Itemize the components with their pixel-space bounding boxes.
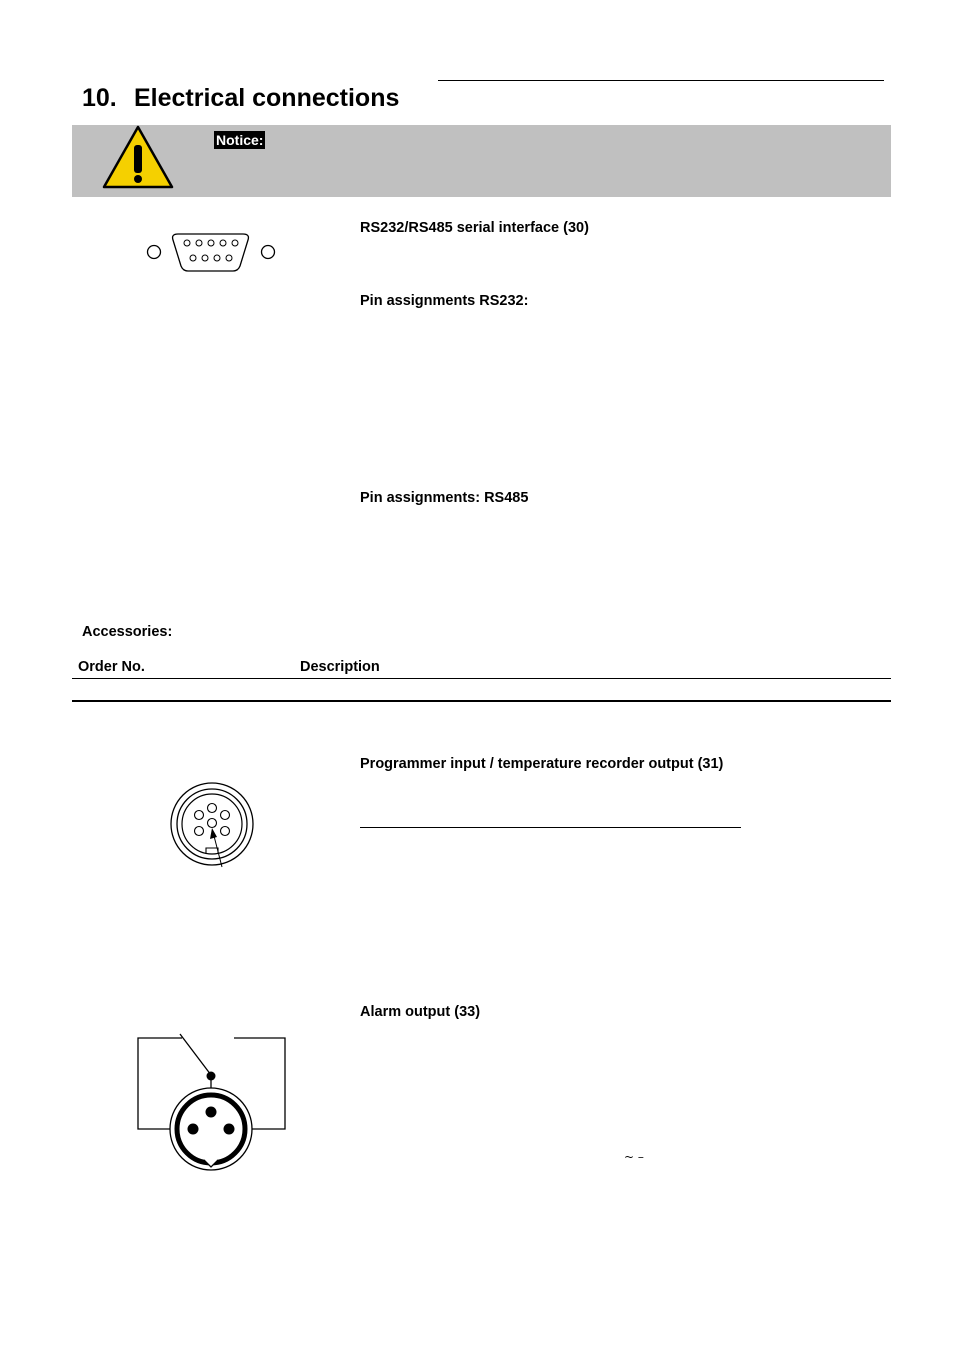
table-bottom-rule: [72, 700, 891, 702]
sub-d-9-connector-icon: [140, 226, 285, 278]
warning-triangle-icon: [102, 125, 174, 189]
accessories-heading: Accessories:: [82, 624, 173, 640]
col-description: Description: [300, 659, 380, 675]
programmer-rule: [360, 827, 741, 828]
col-order-no: Order No.: [78, 659, 145, 675]
section-title-text: Electrical connections: [134, 84, 400, 112]
notice-label: Notice:: [216, 132, 264, 148]
table-header-rule: [72, 678, 891, 679]
ac-dc-symbol: ~ –: [624, 1150, 644, 1164]
section-number: 10.: [82, 84, 117, 112]
notice-box: [72, 125, 891, 197]
programmer-heading: Programmer input / temperature recorder output (31): [360, 756, 724, 772]
alarm-heading: Alarm output (33): [360, 1004, 481, 1020]
serial-heading: RS232/RS485 serial interface (30): [360, 220, 589, 236]
header-rule: [438, 80, 884, 81]
din-6-pin-socket-icon: [166, 778, 258, 870]
rs485-heading: Pin assignments: RS485: [360, 490, 529, 506]
section-title: [82, 84, 399, 113]
3-pin-alarm-socket-icon: [132, 1028, 292, 1176]
rs232-heading: Pin assignments RS232:: [360, 293, 529, 309]
